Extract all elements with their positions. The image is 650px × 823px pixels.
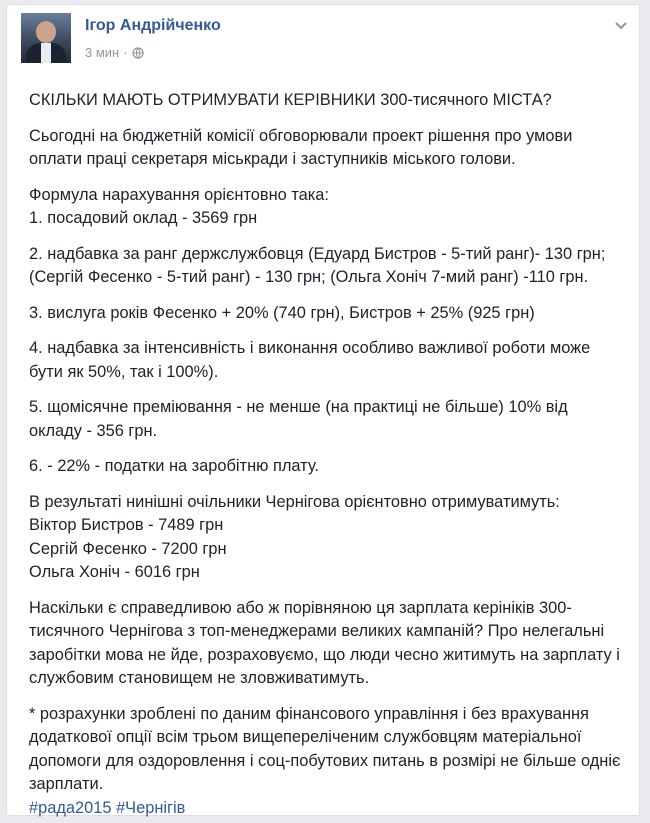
formula-heading: Формула нарахування орієнтовно така: <box>29 185 329 204</box>
post-body <box>29 89 625 820</box>
post-question: Наскільки є справедливою або ж порівняною ця зарплата керініків 300-тисячного Чернігова з топ-менеджерами великих кампаній? Про нелегальні заробітки мова не йде, розраховуємо, що люди чесно житимуть на зарплату і службовим становищем не зловживатимуть. <box>29 598 620 687</box>
post-intro: Сьогодні на бюджетній комісії обговорювали проект рішення про умови оплати праці секретаря міськради і заступників міського голови. <box>29 126 573 168</box>
formula-item-2: 2. надбавка за ранг держслужбовця (Едуард Бистров - 5-тий ранг)- 130 грн; (Сергій Фесенко - 5-тий ранг) - 130 грн; (Ольга Хоніч 7-мий ранг) -110 грн. <box>29 244 606 286</box>
formula-item-3: 3. вислуга років Фесенко + 20% (740 грн), Бистров + 25% (925 грн) <box>29 303 535 322</box>
avatar-shirt <box>41 43 51 63</box>
meta-separator: · <box>123 45 128 60</box>
globe-icon[interactable] <box>132 47 144 59</box>
post-title: СКІЛЬКИ МАЮТЬ ОТРИМУВАТИ КЕРІВНИКИ 300-тисячного МІСТА? <box>29 91 552 109</box>
author-name[interactable]: Ігор Андрійченко <box>85 17 221 34</box>
formula-item-1: 1. посадовий оклад - 3569 грн <box>29 209 258 227</box>
post-card <box>6 4 640 816</box>
avatar-head <box>36 21 56 43</box>
post-footnote: * розрахунки зроблені по даним фінансового управління і без врахування додаткової опції всім трьом вищепереліченим службовцям матеріальної допомоги для оздоровлення і соц-побутових питань в розмірі не більше одніє зарплати. <box>29 704 621 793</box>
formula-item-6: 6. - 22% - податки на заробітню плату. <box>29 457 319 475</box>
result-row: Сергій Фесенко - 7200 грн <box>29 539 227 558</box>
formula-block <box>29 184 625 231</box>
result-row: Віктор Бистров - 7489 грн <box>29 516 224 534</box>
hashtag-link[interactable]: #рада2015 <box>29 798 112 817</box>
chevron-down-icon[interactable] <box>613 17 629 33</box>
hashtags <box>29 797 625 821</box>
result-row: Ольга Хоніч - 6016 грн <box>29 563 200 581</box>
avatar[interactable] <box>21 13 71 63</box>
hashtag-link[interactable]: #Чернігів <box>116 798 186 817</box>
post-meta <box>85 45 144 60</box>
formula-item-5: 5. щомісячне преміювання - не менше (на практиці не більше) 10% від окладу - 356 грн. <box>29 398 568 440</box>
results-heading: В результаті нинішні очільники Чернігова орієнтовно отримуватимуть: <box>29 492 560 511</box>
formula-item-4: 4. надбавка за інтенсивність і виконання особливо важливої роботи може бути як 50%, так і 100%). <box>29 339 591 381</box>
post-time[interactable]: 3 мин <box>85 45 120 60</box>
post-footnote-block <box>29 703 625 821</box>
results-block <box>29 491 625 585</box>
